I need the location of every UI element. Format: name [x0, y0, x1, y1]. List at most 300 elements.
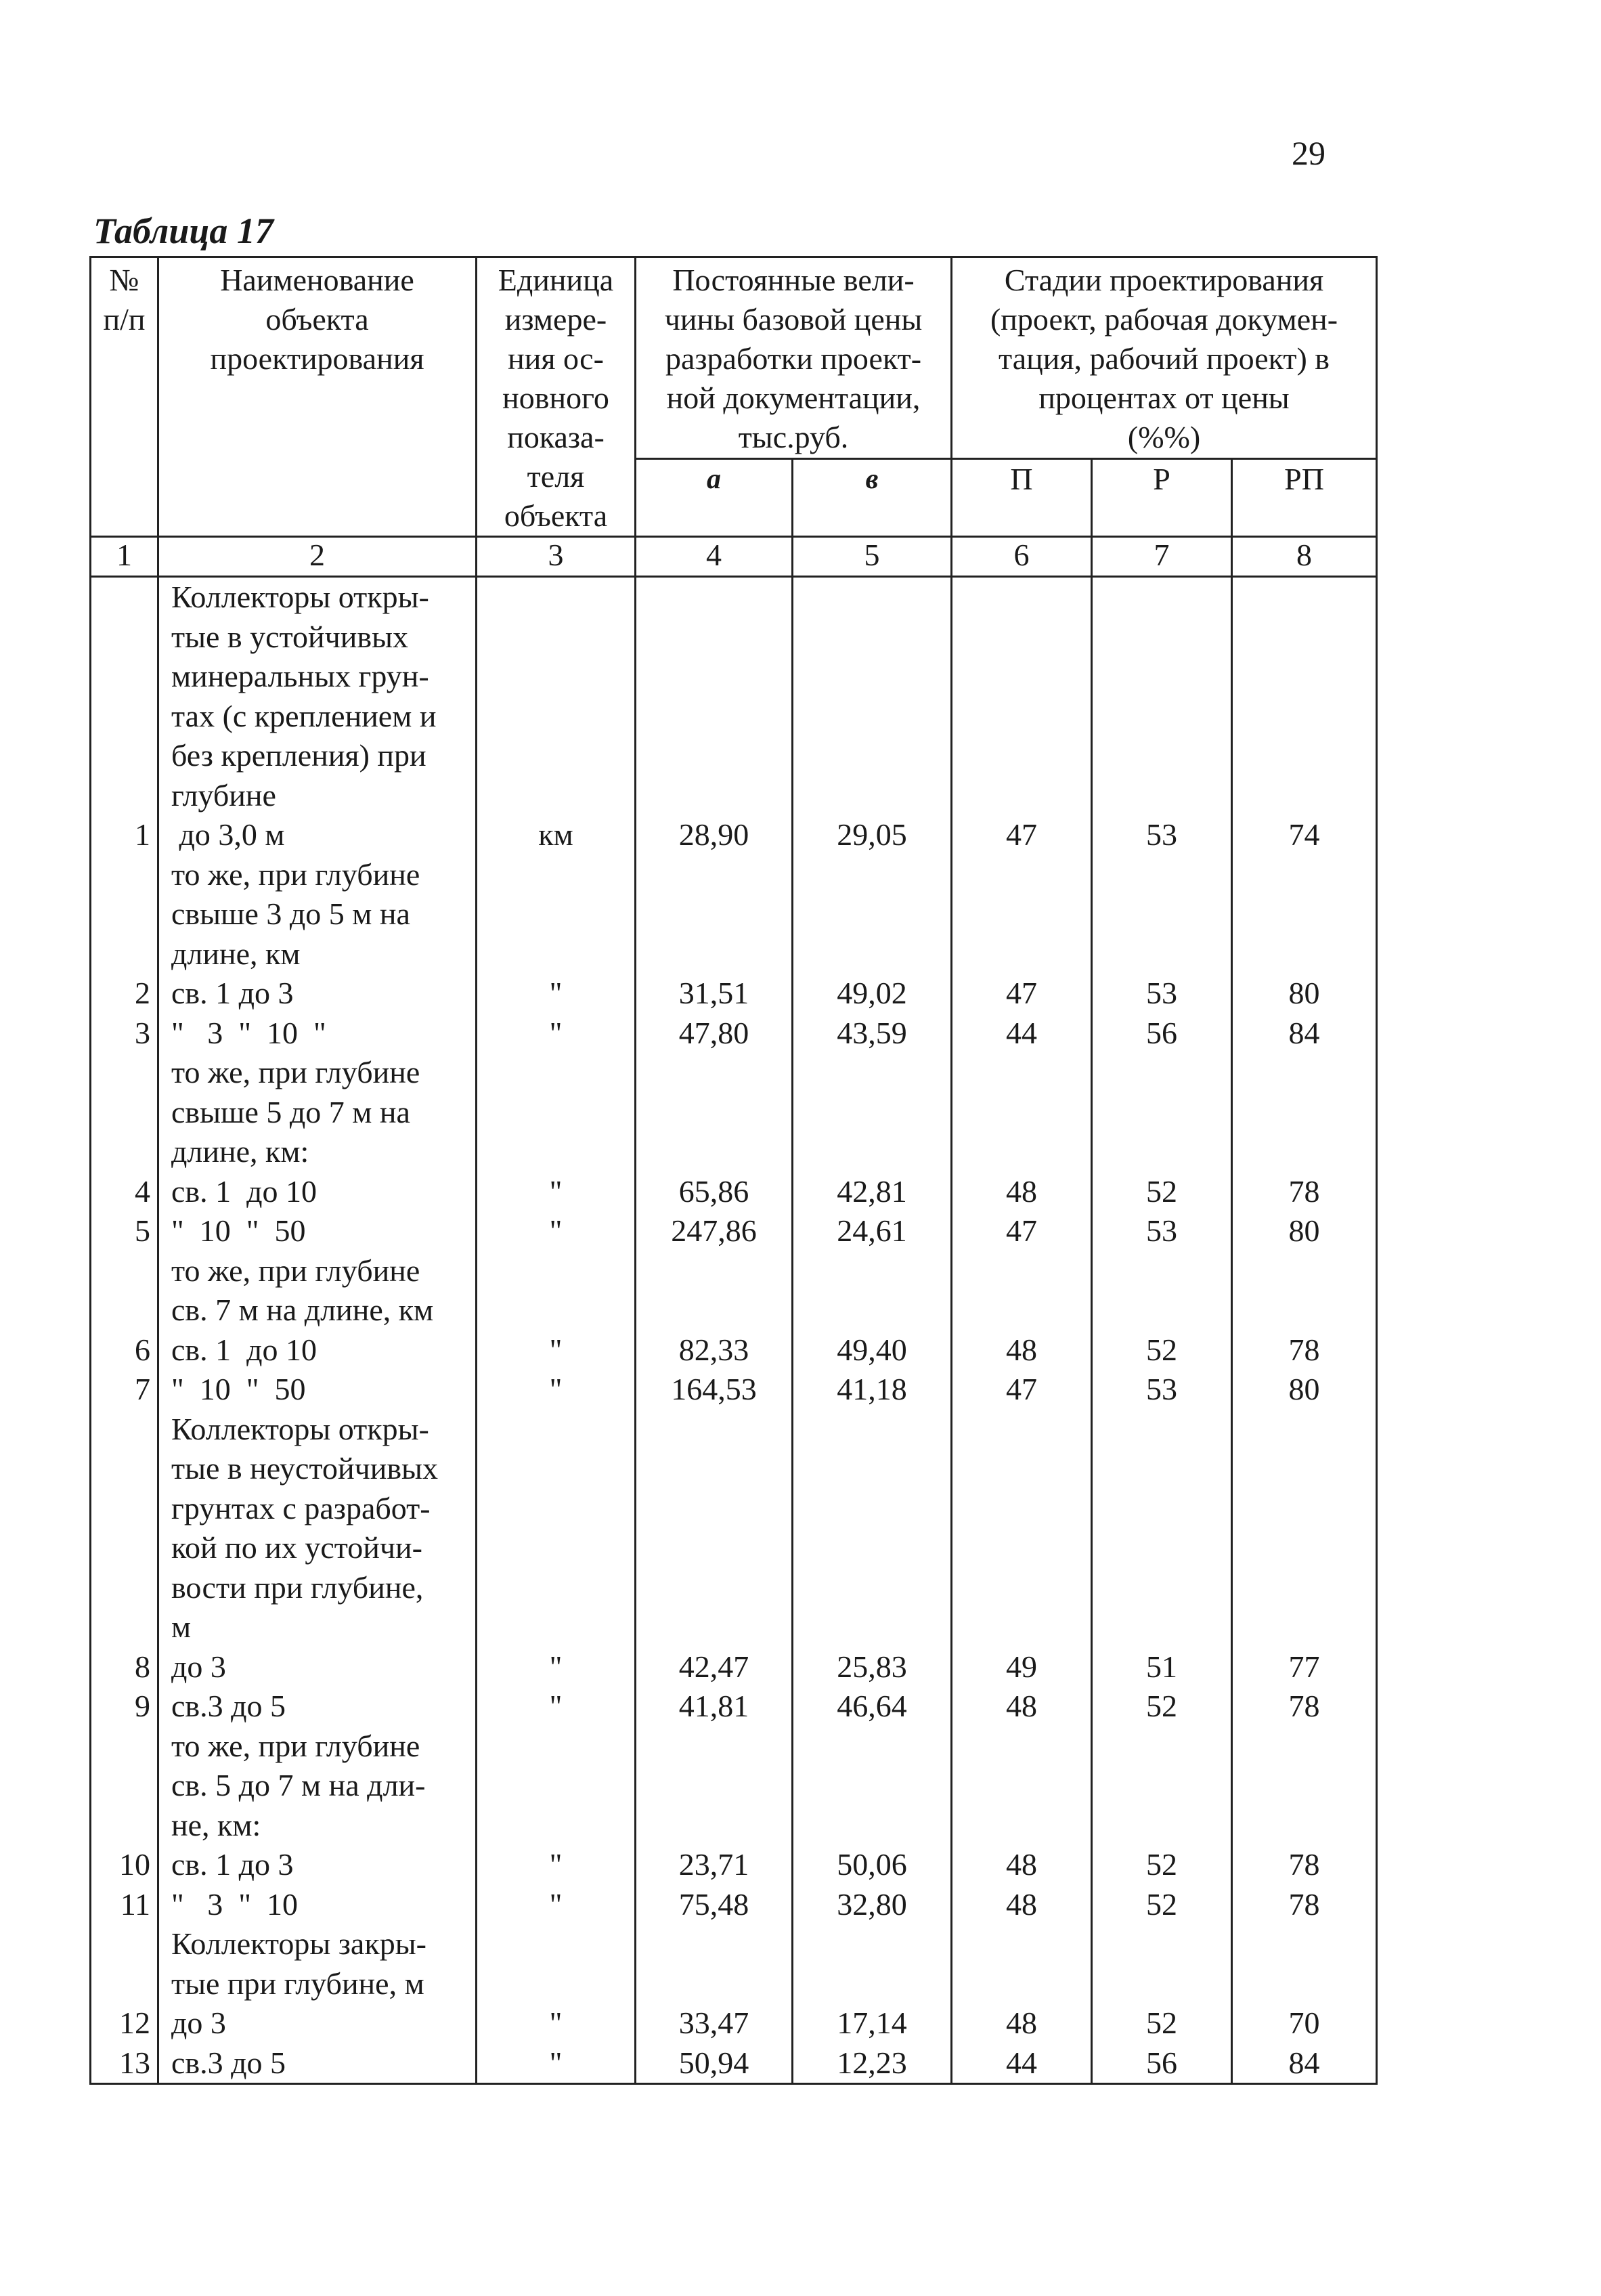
cell-a: [636, 1251, 791, 1291]
header-line: процентах от цены: [1038, 381, 1290, 415]
cell-p: [952, 736, 1091, 776]
cell-rp: [1233, 1410, 1376, 1450]
cell-r: [1093, 1607, 1231, 1647]
cell-p: 48: [1006, 1689, 1038, 1723]
cell-a: [636, 736, 791, 776]
cell-r: [1093, 1924, 1231, 1964]
cell-num: 2: [135, 976, 150, 1010]
cell-unit: [477, 578, 634, 618]
cell-name: то же, при глубине: [171, 1055, 420, 1089]
cell-unit: ": [549, 1332, 563, 1367]
cell-a: [636, 1410, 791, 1450]
cell-num: [91, 1806, 157, 1846]
cell-p: 47: [1006, 1372, 1038, 1406]
cell-rp: 78: [1288, 1173, 1320, 1209]
cell-r: [1093, 1132, 1231, 1172]
cell-a: 33,47: [678, 2006, 749, 2040]
header-line: чины базовой цены: [664, 302, 923, 337]
header-line: Стадии проектирования: [1004, 263, 1324, 297]
column-number: 2: [158, 537, 477, 577]
column-number: 4: [636, 537, 793, 577]
cell-rp: 70: [1288, 2006, 1320, 2040]
cell-num: 5: [135, 1213, 150, 1248]
data-table: [89, 256, 1378, 2085]
cell-name: то же, при глубине: [171, 1728, 420, 1763]
cell-num: [91, 1964, 157, 2004]
header-line: тация, рабочий проект) в: [999, 341, 1330, 376]
cell-unit: [477, 1528, 634, 1568]
cell-r: [1093, 1093, 1231, 1133]
cell-name: тые при глубине, м: [171, 1966, 424, 2001]
cell-unit: ": [549, 1689, 563, 1723]
cell-b: 25,83: [837, 1649, 907, 1684]
cell-num: [91, 934, 157, 974]
cell-b: [793, 1607, 950, 1647]
cell-num: 12: [119, 2006, 150, 2040]
cell-name: тах (с креплением и: [171, 698, 437, 733]
header-line: показа-: [507, 420, 605, 454]
cell-a: 47,80: [678, 1015, 749, 1050]
header-col-base-price: [636, 257, 952, 459]
cell-unit: [477, 1093, 634, 1133]
cell-a: [636, 1607, 791, 1647]
cell-num: 8: [135, 1649, 150, 1684]
cell-b: 29,05: [837, 817, 907, 852]
cell-b: [793, 1093, 950, 1133]
cell-b: 49,02: [837, 976, 907, 1010]
cell-r: 52: [1146, 1173, 1178, 1209]
cell-r: [1093, 894, 1231, 934]
cell-p: [952, 1964, 1091, 2004]
cell-b: [793, 1489, 950, 1529]
header-line: (%%): [1127, 420, 1201, 454]
cell-rp: [1233, 618, 1376, 657]
cell-p: [952, 1132, 1091, 1172]
cell-r: [1093, 578, 1231, 618]
column-number: 3: [477, 537, 636, 577]
cell-num: [91, 1093, 157, 1133]
cell-name: кой по их устойчи-: [171, 1530, 422, 1565]
cell-p: [952, 855, 1091, 895]
header-line: п/п: [103, 302, 146, 337]
cell-num: [91, 1766, 157, 1806]
cell-num: [91, 1489, 157, 1529]
cell-unit: ": [549, 976, 563, 1010]
header-line: Постоянные вели-: [672, 263, 915, 297]
cell-a: 41,81: [678, 1689, 749, 1723]
cell-r: [1093, 1528, 1231, 1568]
cell-r: [1093, 855, 1231, 895]
cell-rp: [1233, 1924, 1376, 1964]
cell-p: 48: [1006, 2006, 1038, 2040]
cell-num: 13: [119, 2045, 150, 2080]
header-line: №: [109, 263, 139, 297]
cell-a: [636, 1132, 791, 1172]
cell-name: св. 1 до 3: [171, 976, 294, 1010]
cell-name: грунтах с разработ-: [171, 1490, 431, 1525]
cell-a: [636, 1727, 791, 1767]
cell-p: [952, 697, 1091, 737]
cell-a: [636, 1806, 791, 1846]
cell-b: [793, 1964, 950, 2004]
cell-name: до 3: [171, 2006, 226, 2040]
cell-num: [91, 855, 157, 895]
cell-rp: [1233, 1806, 1376, 1846]
cell-num: 1: [135, 817, 150, 852]
cell-rp: [1233, 1489, 1376, 1529]
cell-num: [91, 1924, 157, 1964]
cell-a: [636, 1766, 791, 1806]
cell-num: [91, 894, 157, 934]
cell-unit: ": [549, 1847, 563, 1882]
cell-unit: ": [549, 1015, 563, 1050]
cell-rp: 78: [1288, 1847, 1320, 1882]
cell-name: не, км:: [171, 1807, 261, 1842]
cell-p: 49: [1006, 1649, 1038, 1684]
cell-rp: [1233, 1449, 1376, 1489]
cell-rp: 78: [1288, 1332, 1320, 1367]
cell-num: 9: [135, 1689, 150, 1723]
cell-a: [636, 1449, 791, 1489]
cell-p: [952, 1766, 1091, 1806]
header-line: разработки проект-: [665, 341, 922, 376]
cell-b: [793, 894, 950, 934]
cell-num: 6: [135, 1332, 150, 1367]
cell-name: тые в устойчивых: [171, 619, 409, 654]
cell-unit: [477, 855, 634, 895]
cell-unit: [477, 736, 634, 776]
cell-rp: 78: [1288, 1689, 1320, 1723]
cell-b: [793, 1924, 950, 1964]
cell-p: [952, 1449, 1091, 1489]
cell-a: [636, 776, 791, 816]
cell-b: [793, 1806, 950, 1846]
cell-b: [793, 1568, 950, 1608]
cell-r: [1093, 1568, 1231, 1608]
col-number-cell: [91, 577, 158, 2084]
cell-r: 53: [1146, 817, 1178, 852]
cell-rp: [1233, 1132, 1376, 1172]
cell-b: [793, 1291, 950, 1330]
cell-unit: [477, 1964, 634, 2004]
cell-r: [1093, 1053, 1231, 1093]
cell-p: [952, 657, 1091, 697]
cell-rp: [1233, 894, 1376, 934]
cell-num: [91, 578, 157, 618]
cell-rp: [1233, 1251, 1376, 1291]
cell-b: 43,59: [837, 1015, 907, 1050]
cell-r: [1093, 618, 1231, 657]
cell-a: [636, 578, 791, 618]
cell-p: [952, 1528, 1091, 1568]
column-numbers-row: [91, 537, 1377, 577]
cell-b: [793, 1766, 950, 1806]
cell-unit: [477, 1766, 634, 1806]
cell-name: то же, при глубине: [171, 1253, 420, 1288]
cell-name: " 10 " 50: [171, 1372, 306, 1406]
cell-p: [952, 1489, 1091, 1529]
cell-b: [793, 657, 950, 697]
table-title: Таблица 17: [93, 211, 273, 251]
cell-r: [1093, 697, 1231, 737]
cell-num: [91, 1568, 157, 1608]
cell-p: [952, 1093, 1091, 1133]
cell-b: [793, 1449, 950, 1489]
cell-name: длине, км:: [171, 1134, 309, 1169]
cell-name: " 3 " 10: [171, 1886, 299, 1922]
cell-p: [952, 1291, 1091, 1330]
cell-a: [636, 855, 791, 895]
cell-name: глубине: [171, 777, 276, 813]
cell-p: [952, 894, 1091, 934]
cell-num: [91, 1053, 157, 1093]
column-number: 6: [952, 537, 1092, 577]
cell-num: [91, 1607, 157, 1647]
cell-p: [952, 934, 1091, 974]
col-r-cell: [1092, 577, 1232, 2084]
cell-rp: [1233, 1291, 1376, 1330]
cell-num: [91, 776, 157, 816]
cell-num: [91, 1132, 157, 1172]
cell-p: [952, 1727, 1091, 1767]
cell-r: 52: [1146, 1847, 1178, 1882]
cell-r: [1093, 1449, 1231, 1489]
cell-r: [1093, 736, 1231, 776]
cell-p: [952, 1251, 1091, 1291]
cell-b: [793, 578, 950, 618]
cell-a: 75,48: [678, 1886, 749, 1922]
cell-unit: [477, 1806, 634, 1846]
cell-b: 32,80: [837, 1886, 907, 1922]
cell-r: 52: [1146, 2006, 1178, 2040]
cell-rp: 84: [1288, 1015, 1320, 1050]
cell-p: [952, 1568, 1091, 1608]
cell-b: [793, 1132, 950, 1172]
cell-r: [1093, 1489, 1231, 1529]
cell-rp: [1233, 1093, 1376, 1133]
cell-num: 7: [135, 1372, 150, 1406]
cell-b: 12,23: [837, 2045, 907, 2080]
cell-name: м: [171, 1609, 192, 1644]
header-line: Единица: [498, 263, 614, 297]
cell-p: 44: [1006, 1015, 1038, 1050]
cell-b: [793, 697, 950, 737]
cell-r: 52: [1146, 1689, 1178, 1723]
cell-rp: [1233, 1568, 1376, 1608]
cell-name: свыше 3 до 5 м на: [171, 896, 410, 931]
header-line: новного: [502, 381, 609, 415]
cell-name: " 3 " 10 ": [171, 1015, 326, 1050]
cell-num: [91, 1449, 157, 1489]
cell-unit: [477, 618, 634, 657]
header-col-number: [91, 257, 158, 537]
cell-rp: [1233, 657, 1376, 697]
cell-b: 41,18: [837, 1372, 907, 1406]
cell-unit: [477, 776, 634, 816]
cell-unit: [477, 657, 634, 697]
subheader-p: П: [952, 459, 1092, 537]
cell-a: [636, 1291, 791, 1330]
cell-unit: ": [549, 1372, 563, 1406]
cell-name: св. 1 до 3: [171, 1847, 294, 1882]
subheader-r: Р: [1092, 459, 1232, 537]
header-line: тыс.руб.: [738, 420, 849, 454]
cell-r: 53: [1146, 1372, 1178, 1406]
cell-p: 48: [1006, 1886, 1038, 1922]
cell-p: [952, 1607, 1091, 1647]
cell-unit: [477, 1132, 634, 1172]
cell-a: [636, 934, 791, 974]
cell-r: 52: [1146, 1886, 1178, 1922]
cell-a: [636, 894, 791, 934]
col-a-cell: [636, 577, 793, 2084]
col-b-cell: [793, 577, 952, 2084]
cell-name: тые в неустойчивых: [171, 1451, 438, 1486]
cell-num: [91, 697, 157, 737]
cell-b: [793, 618, 950, 657]
cell-p: 47: [1006, 817, 1038, 852]
cell-p: [952, 1053, 1091, 1093]
cell-a: [636, 618, 791, 657]
cell-unit: ": [549, 2006, 563, 2040]
cell-a: 28,90: [678, 817, 749, 852]
cell-r: 52: [1146, 1332, 1178, 1367]
cell-name: до 3: [171, 1649, 226, 1684]
cell-r: [1093, 657, 1231, 697]
header-line: объекта: [265, 302, 369, 337]
cell-a: [636, 1528, 791, 1568]
cell-num: [91, 657, 157, 697]
cell-b: [793, 776, 950, 816]
cell-b: [793, 736, 950, 776]
cell-num: [91, 736, 157, 776]
cell-name: свыше 5 до 7 м на: [171, 1094, 410, 1129]
cell-name: до 3,0 м: [171, 817, 285, 852]
cell-unit: [477, 1489, 634, 1529]
cell-rp: [1233, 776, 1376, 816]
cell-a: [636, 1053, 791, 1093]
cell-p: 44: [1006, 2045, 1038, 2080]
cell-b: 24,61: [837, 1213, 907, 1248]
cell-name: Коллекторы откры-: [171, 1411, 429, 1446]
header-col-name: [158, 257, 477, 537]
cell-rp: [1233, 1964, 1376, 2004]
col-rp-cell: [1232, 577, 1377, 2084]
cell-unit: [477, 1607, 634, 1647]
cell-p: 47: [1006, 976, 1038, 1010]
cell-num: 4: [135, 1173, 150, 1209]
cell-name: св. 1 до 10: [171, 1173, 317, 1209]
cell-rp: [1233, 1727, 1376, 1767]
cell-p: [952, 618, 1091, 657]
cell-a: [636, 1093, 791, 1133]
cell-unit: ": [549, 1649, 563, 1684]
cell-b: 49,40: [837, 1332, 907, 1367]
cell-b: [793, 1410, 950, 1450]
cell-num: 11: [120, 1886, 150, 1922]
cell-name: вости при глубине,: [171, 1569, 424, 1605]
subheader-a: а: [636, 459, 793, 537]
cell-rp: [1233, 855, 1376, 895]
cell-unit: ": [549, 1886, 563, 1922]
cell-r: 53: [1146, 1213, 1178, 1248]
cell-rp: [1233, 1053, 1376, 1093]
cell-rp: [1233, 578, 1376, 618]
cell-b: [793, 855, 950, 895]
table-body-row: [91, 577, 1377, 2084]
cell-rp: 78: [1288, 1886, 1320, 1922]
column-number: 5: [793, 537, 952, 577]
header-line: объекта: [504, 498, 608, 533]
cell-rp: [1233, 1766, 1376, 1806]
cell-rp: 80: [1288, 1372, 1320, 1406]
cell-unit: [477, 894, 634, 934]
cell-unit: ": [549, 2045, 563, 2080]
cell-num: [91, 1528, 157, 1568]
cell-b: [793, 1251, 950, 1291]
cell-a: [636, 1568, 791, 1608]
cell-unit: [477, 1410, 634, 1450]
cell-p: [952, 578, 1091, 618]
cell-unit: [477, 1568, 634, 1608]
cell-r: [1093, 1251, 1231, 1291]
cell-unit: ": [549, 1173, 563, 1209]
col-name-cell: [158, 577, 477, 2084]
cell-num: 10: [119, 1847, 150, 1882]
cell-num: 3: [135, 1015, 150, 1050]
cell-r: 56: [1146, 2045, 1178, 2080]
cell-b: [793, 1528, 950, 1568]
header-line: ной документации,: [666, 381, 921, 415]
cell-a: 31,51: [678, 976, 749, 1010]
cell-r: 53: [1146, 976, 1178, 1010]
cell-p: [952, 1410, 1091, 1450]
cell-r: [1093, 1291, 1231, 1330]
cell-rp: [1233, 1528, 1376, 1568]
cell-name: без крепления) при: [171, 738, 426, 773]
cell-p: [952, 1924, 1091, 1964]
cell-num: [91, 1291, 157, 1330]
cell-unit: [477, 1449, 634, 1489]
cell-b: 50,06: [837, 1847, 907, 1882]
cell-r: 51: [1146, 1649, 1178, 1684]
cell-name: длине, км: [171, 936, 301, 971]
column-number: 1: [91, 537, 158, 577]
header-line: теля: [527, 459, 585, 494]
col-p-cell: [952, 577, 1092, 2084]
cell-r: [1093, 776, 1231, 816]
cell-b: [793, 1727, 950, 1767]
cell-unit: [477, 697, 634, 737]
cell-name: минеральных грун-: [171, 659, 429, 693]
cell-r: [1093, 1964, 1231, 2004]
page-number: 29: [1292, 134, 1325, 172]
cell-a: [636, 1964, 791, 2004]
cell-a: [636, 657, 791, 697]
cell-name: то же, при глубине: [171, 857, 420, 892]
cell-rp: 80: [1288, 1213, 1320, 1248]
subheader-rp: РП: [1232, 459, 1377, 537]
cell-r: [1093, 1410, 1231, 1450]
cell-r: 56: [1146, 1015, 1178, 1050]
header-line: ния ос-: [508, 341, 604, 376]
header-line: измере-: [504, 302, 607, 337]
cell-num: [91, 1727, 157, 1767]
header-col-stages: [952, 257, 1377, 459]
cell-p: 47: [1006, 1213, 1038, 1248]
cell-num: [91, 618, 157, 657]
cell-a: 82,33: [678, 1332, 749, 1367]
